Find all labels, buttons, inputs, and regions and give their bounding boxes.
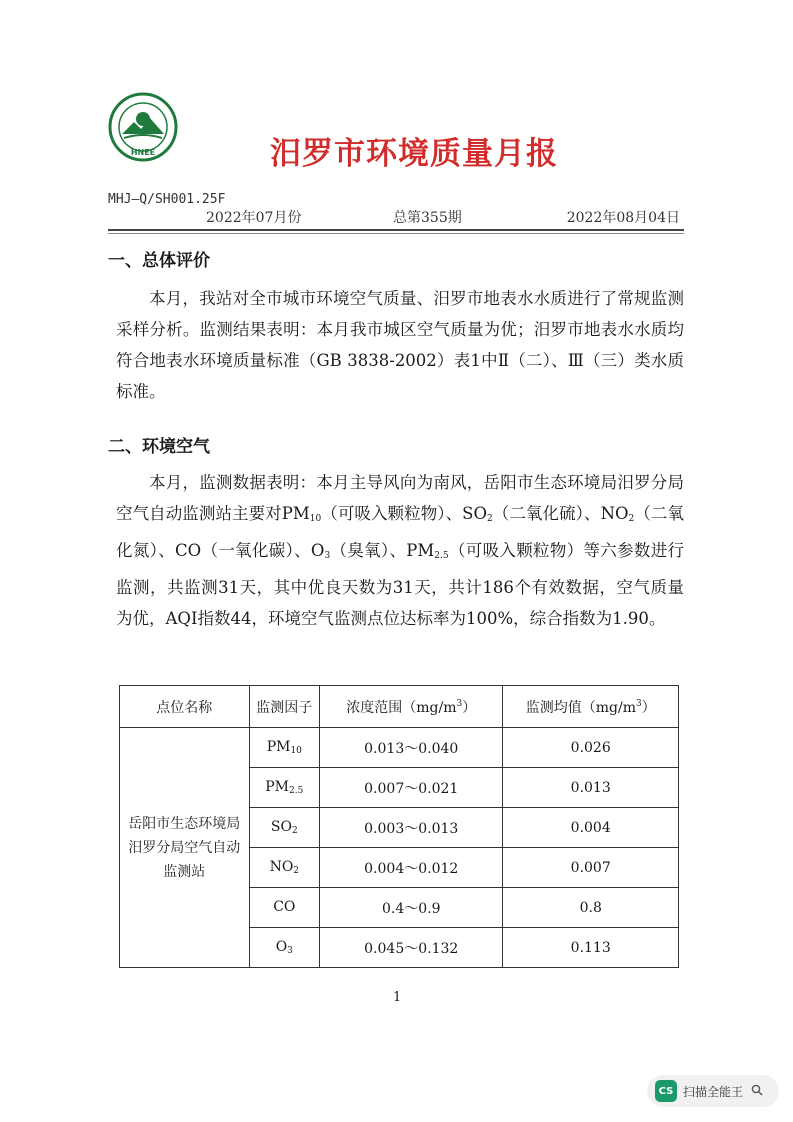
range-cell: 0.003～0.013 xyxy=(320,808,503,848)
air-quality-table xyxy=(119,685,679,968)
table-row xyxy=(120,728,679,768)
report-date: 2022年08月04日 xyxy=(566,210,680,226)
section-heading-air: 二、环境空气 xyxy=(108,437,210,457)
range-cell: 0.007～0.021 xyxy=(320,768,503,808)
mean-cell: 0.007 xyxy=(503,848,679,888)
page-number: 1 xyxy=(393,990,402,1005)
factor-cell: $PM_{10}$ xyxy=(249,728,320,768)
range-cell: 0.045～0.132 xyxy=(320,928,503,968)
range-cell: 0.013～0.040 xyxy=(320,728,503,768)
header-range: 浓度范围$(mg/m^3)$ xyxy=(320,686,503,728)
document-title: 汨罗市环境质量月报 xyxy=(270,136,558,172)
scanner-watermark-badge[interactable] xyxy=(647,1075,779,1107)
header-divider xyxy=(108,229,684,231)
header-station: 点位名称 xyxy=(120,686,250,728)
factor-cell: CO xyxy=(249,888,320,928)
header-factor: 监测因子 xyxy=(249,686,320,728)
overall-paragraph: 本月，我站对全市城市环境空气质量、汨罗市地表水水质进行了常规监测采样分析。监测结果表明：本月我市城区空气质量为优；汨罗市地表水水质均符合地表水环境质量标准（GB 3838-2002）表1中Ⅱ（二）、Ⅲ（三）类水质标准。 xyxy=(116,289,684,401)
mean-cell: 0.8 xyxy=(503,888,679,928)
search-icon[interactable] xyxy=(751,1084,763,1099)
factor-cell: $O_3$ xyxy=(249,928,320,968)
factor-cell: $NO_2$ xyxy=(249,848,320,888)
mean-cell: 0.113 xyxy=(503,928,679,968)
range-cell: 0.004～0.012 xyxy=(320,848,503,888)
hnee-logo-icon xyxy=(108,92,178,162)
camscanner-icon: CS xyxy=(655,1080,677,1102)
range-cell: 0.4～0.9 xyxy=(320,888,503,928)
factor-cell: $SO_2$ xyxy=(249,808,320,848)
station-name: 岳阳市生态环境局汨罗分局空气自动监测站 xyxy=(120,728,250,968)
mean-cell: 0.026 xyxy=(503,728,679,768)
mean-cell: 0.004 xyxy=(503,808,679,848)
report-period: 2022年07月份 xyxy=(206,210,302,226)
document-code: MHJ—Q/SH001.25F xyxy=(108,192,226,207)
section-heading-overall: 一、总体评价 xyxy=(108,251,210,271)
meta-row xyxy=(108,207,680,227)
mean-cell: 0.013 xyxy=(503,768,679,808)
watermark-label: 扫描全能王 xyxy=(683,1084,744,1099)
header-divider-thin xyxy=(108,233,684,234)
air-paragraph: 本月，监测数据表明：本月主导风向为南风，岳阳市生态环境局汨罗分局空气自动监测站主要对$PM_{10}$（可吸入颗粒物）、$SO_2$（二氧化硫）、$NO_2$（二氧化氮）、CO（一氧化碳）、$O_3$（臭氧）、$PM_{2.5}$（可吸入颗粒物）等六参数进行监测，共监测31天，其中优良天数为31天，共计186个有效数据，空气质量为优，AQI指数44，环境空气监测点位达标率为100%，综合指数为1.90。 xyxy=(116,473,685,628)
issue-number: 总第355期 xyxy=(393,210,462,226)
header-mean: 监测均值$(mg/m^3)$ xyxy=(503,686,679,728)
table-header-row xyxy=(120,686,679,728)
logo-text: HNEE xyxy=(130,148,156,157)
factor-cell: $PM_{2.5}$ xyxy=(249,768,320,808)
